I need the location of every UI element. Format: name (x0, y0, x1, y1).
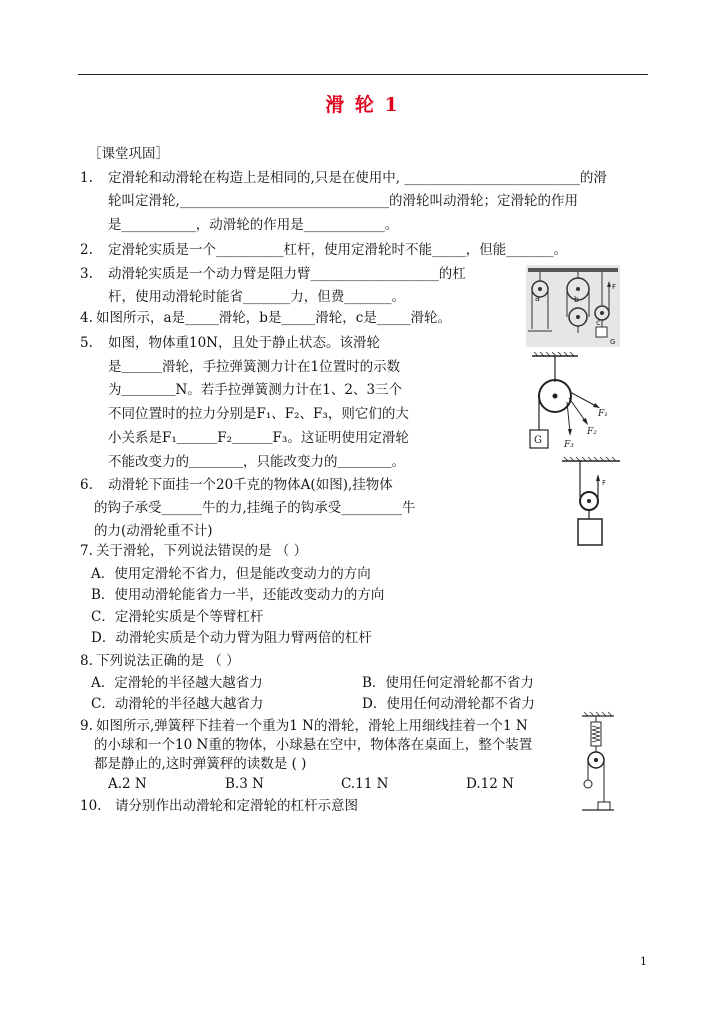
q10-number: 10. (80, 798, 102, 814)
q8-option-c: C．动滑轮的半径越大越省力 (91, 696, 264, 712)
q7-option-d: D．动滑轮实质是个动力臂为阻力臂两倍的杠杆 (91, 630, 372, 646)
q7-stem: 关于滑轮，下列说法错误的是 （ ） (96, 543, 308, 559)
force-label-f2: F₂ (587, 427, 597, 437)
q7-option-c: C．定滑轮实质是个等臂杠杆 (91, 609, 264, 625)
q9-option-b: B.3 N (225, 776, 264, 792)
q4-number: 4. (80, 310, 93, 326)
q1-line-1: 定滑轮和动滑轮在构造上是相同的,只是在使用中, __________________________的滑 (108, 170, 607, 186)
page-title: 滑 轮 1 (325, 94, 400, 116)
q5-number: 5. (80, 335, 93, 351)
q6-number: 6. (80, 477, 93, 493)
q7-option-b: B．使用动滑轮能省力一半，还能改变动力的方向 (91, 587, 385, 603)
q9-line-3: 都是静止的,这时弹簧秤的读数是 ( ) (94, 756, 307, 772)
q6-line-3: 的力(动滑轮重不计) (94, 523, 213, 539)
label-a: a (535, 294, 540, 303)
q7-number: 7. (80, 543, 93, 559)
header-rule (78, 74, 648, 75)
q9-line-1: 如图所示,弹簧秤下挂着一个重为1 N的滑轮，滑轮上用细线挂着一个1 N (96, 718, 528, 734)
q1-number: 1. (80, 170, 93, 186)
page-number: 1 (640, 955, 647, 968)
spring-balance-figure (578, 710, 618, 820)
fixed-pulley-figure (520, 352, 615, 454)
q3-number: 3. (80, 266, 93, 282)
pulley-system-figure (526, 265, 620, 347)
q9-line-2: 的小球和一个10 N重的物体，小球悬在空中，物体落在桌面上，整个装置 (94, 737, 533, 753)
q9-option-a: A.2 N (108, 776, 147, 792)
q8-option-b: B．使用任何定滑轮都不省力 (362, 675, 534, 691)
q5-line-3: 为＿＿＿＿N。若手拉弹簧测力计在1、2、3三个 (108, 382, 403, 398)
q10-line-1: 请分别作出动滑轮和定滑轮的杠杆示意图 (115, 798, 358, 814)
weight-label-g: G (534, 435, 542, 446)
label-b: b (574, 295, 580, 304)
q7-option-a: A．使用定滑轮不省力，但是能改变动力的方向 (91, 566, 371, 582)
label-c: c (596, 318, 601, 327)
q1-line-2: 轮叫定滑轮,_______________________________的滑轮叫动滑轮；定滑轮的作用 (108, 193, 579, 209)
q5-line-4: 不同位置时的拉力分别是F₁、F₂、F₃，则它们的大 (108, 406, 409, 422)
movable-pulley-figure (560, 455, 622, 551)
q8-option-a: A．定滑轮的半径越大越省力 (91, 675, 263, 691)
force-label-f1: F₁ (598, 409, 608, 419)
q6-line-1: 动滑轮下面挂一个20千克的物体A(如图),挂物体 (108, 477, 393, 493)
label-g: G (610, 338, 616, 346)
label-f: F (612, 283, 617, 291)
q3-line-2: 杆，使用动滑轮时能省_______力，但费_______。 (108, 289, 405, 305)
q2-number: 2. (80, 242, 93, 258)
q5-line-5: 小关系是F₁＿＿＿F₂＿＿＿F₃。这证明使用定滑轮 (108, 430, 409, 446)
q2-line-1: 定滑轮实质是一个__________杠杆，使用定滑轮时不能_____，但能_______。 (108, 242, 567, 258)
q5-line-6: 不能改变力的＿＿＿＿，只能改变力的＿＿＿＿。 (108, 454, 405, 470)
q3-line-1: 动滑轮实质是一个动力臂是阻力臂___________________的杠 (108, 266, 466, 282)
q4-line-1: 如图所示，a是_____滑轮，b是_____滑轮，c是_____滑轮。 (96, 310, 452, 326)
q6-line-2: 的钩子承受______牛的力,挂绳子的钩承受_________牛 (94, 500, 416, 516)
q1-line-3: 是___________，动滑轮的作用是____________。 (108, 217, 399, 233)
section-heading: ［课堂巩固］ (88, 146, 169, 162)
force-label-f: F (602, 479, 607, 487)
q9-option-d: D.12 N (466, 776, 514, 792)
q9-option-c: C.11 N (341, 776, 389, 792)
q8-stem: 下列说法正确的是 （ ） (96, 653, 240, 669)
q8-option-d: D．使用任何动滑轮都不省力 (362, 696, 535, 712)
q5-line-1: 如图，物体重10N，且处于静止状态。该滑轮 (108, 335, 380, 351)
q5-line-2: 是＿＿＿滑轮，手拉弹簧测力计在1位置时的示数 (108, 359, 401, 375)
q9-number: 9. (80, 718, 93, 734)
force-label-f3: F₃ (564, 440, 574, 450)
q8-number: 8. (80, 653, 93, 669)
